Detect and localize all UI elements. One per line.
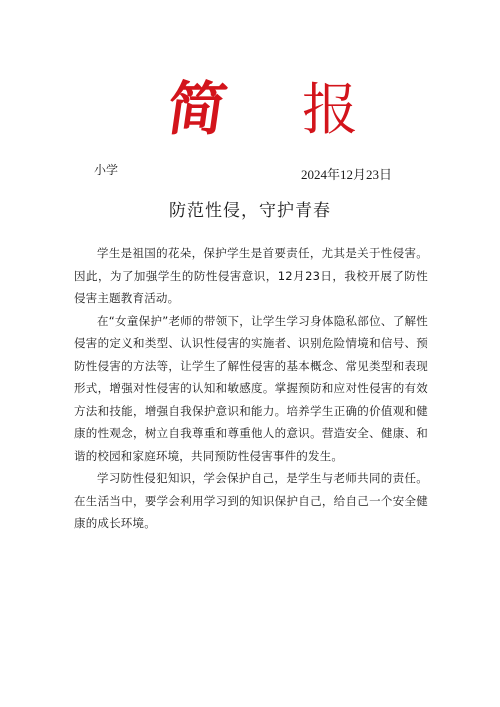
paragraph-intro: 学生是祖国的花朵，保护学生是首要责任，尤其是关于性侵害。因此，为了加强学生的防性侵害意识，12月23日，我校开展了防性侵害主题教育活动。 bbox=[74, 246, 428, 305]
school-name: 小学 bbox=[94, 163, 119, 177]
issue-date: 2024年12月23日 bbox=[301, 167, 393, 182]
paragraph-activity: 在“女童保护”老师的带领下，让学生学习身体隐私部位、了解性侵害的定义和类型、认识性侵害的实施者、识别危险情境和信号、预防性侵害的方法等，让学生了解性侵害的基本概念、常见类型和表现形式，增强对性侵害的认知和敏感度。掌握预防和应对性侵害的有效方法和技能，增强自我保护意识和能力。培养学生正确的价值观和健康的性观念，树立自我尊重和尊重他人的意识。营造安全、健康、和谐的校园和家庭环境，共同预防性侵害事件的发生。 bbox=[74, 313, 428, 463]
masthead-char-bao: 报 bbox=[302, 78, 358, 143]
masthead-char-jian: 简 bbox=[163, 75, 231, 143]
document-body bbox=[74, 242, 428, 535]
masthead bbox=[0, 75, 500, 148]
document-title: 防范性侵，守护青春 bbox=[169, 201, 331, 221]
paragraph-conclusion: 学习防性侵犯知识，学会保护自己，是学生与老师共同的责任。在生活当中，要学会利用学习到的知识保护自己，给自己一个安全健康的成长环境。 bbox=[74, 471, 428, 530]
